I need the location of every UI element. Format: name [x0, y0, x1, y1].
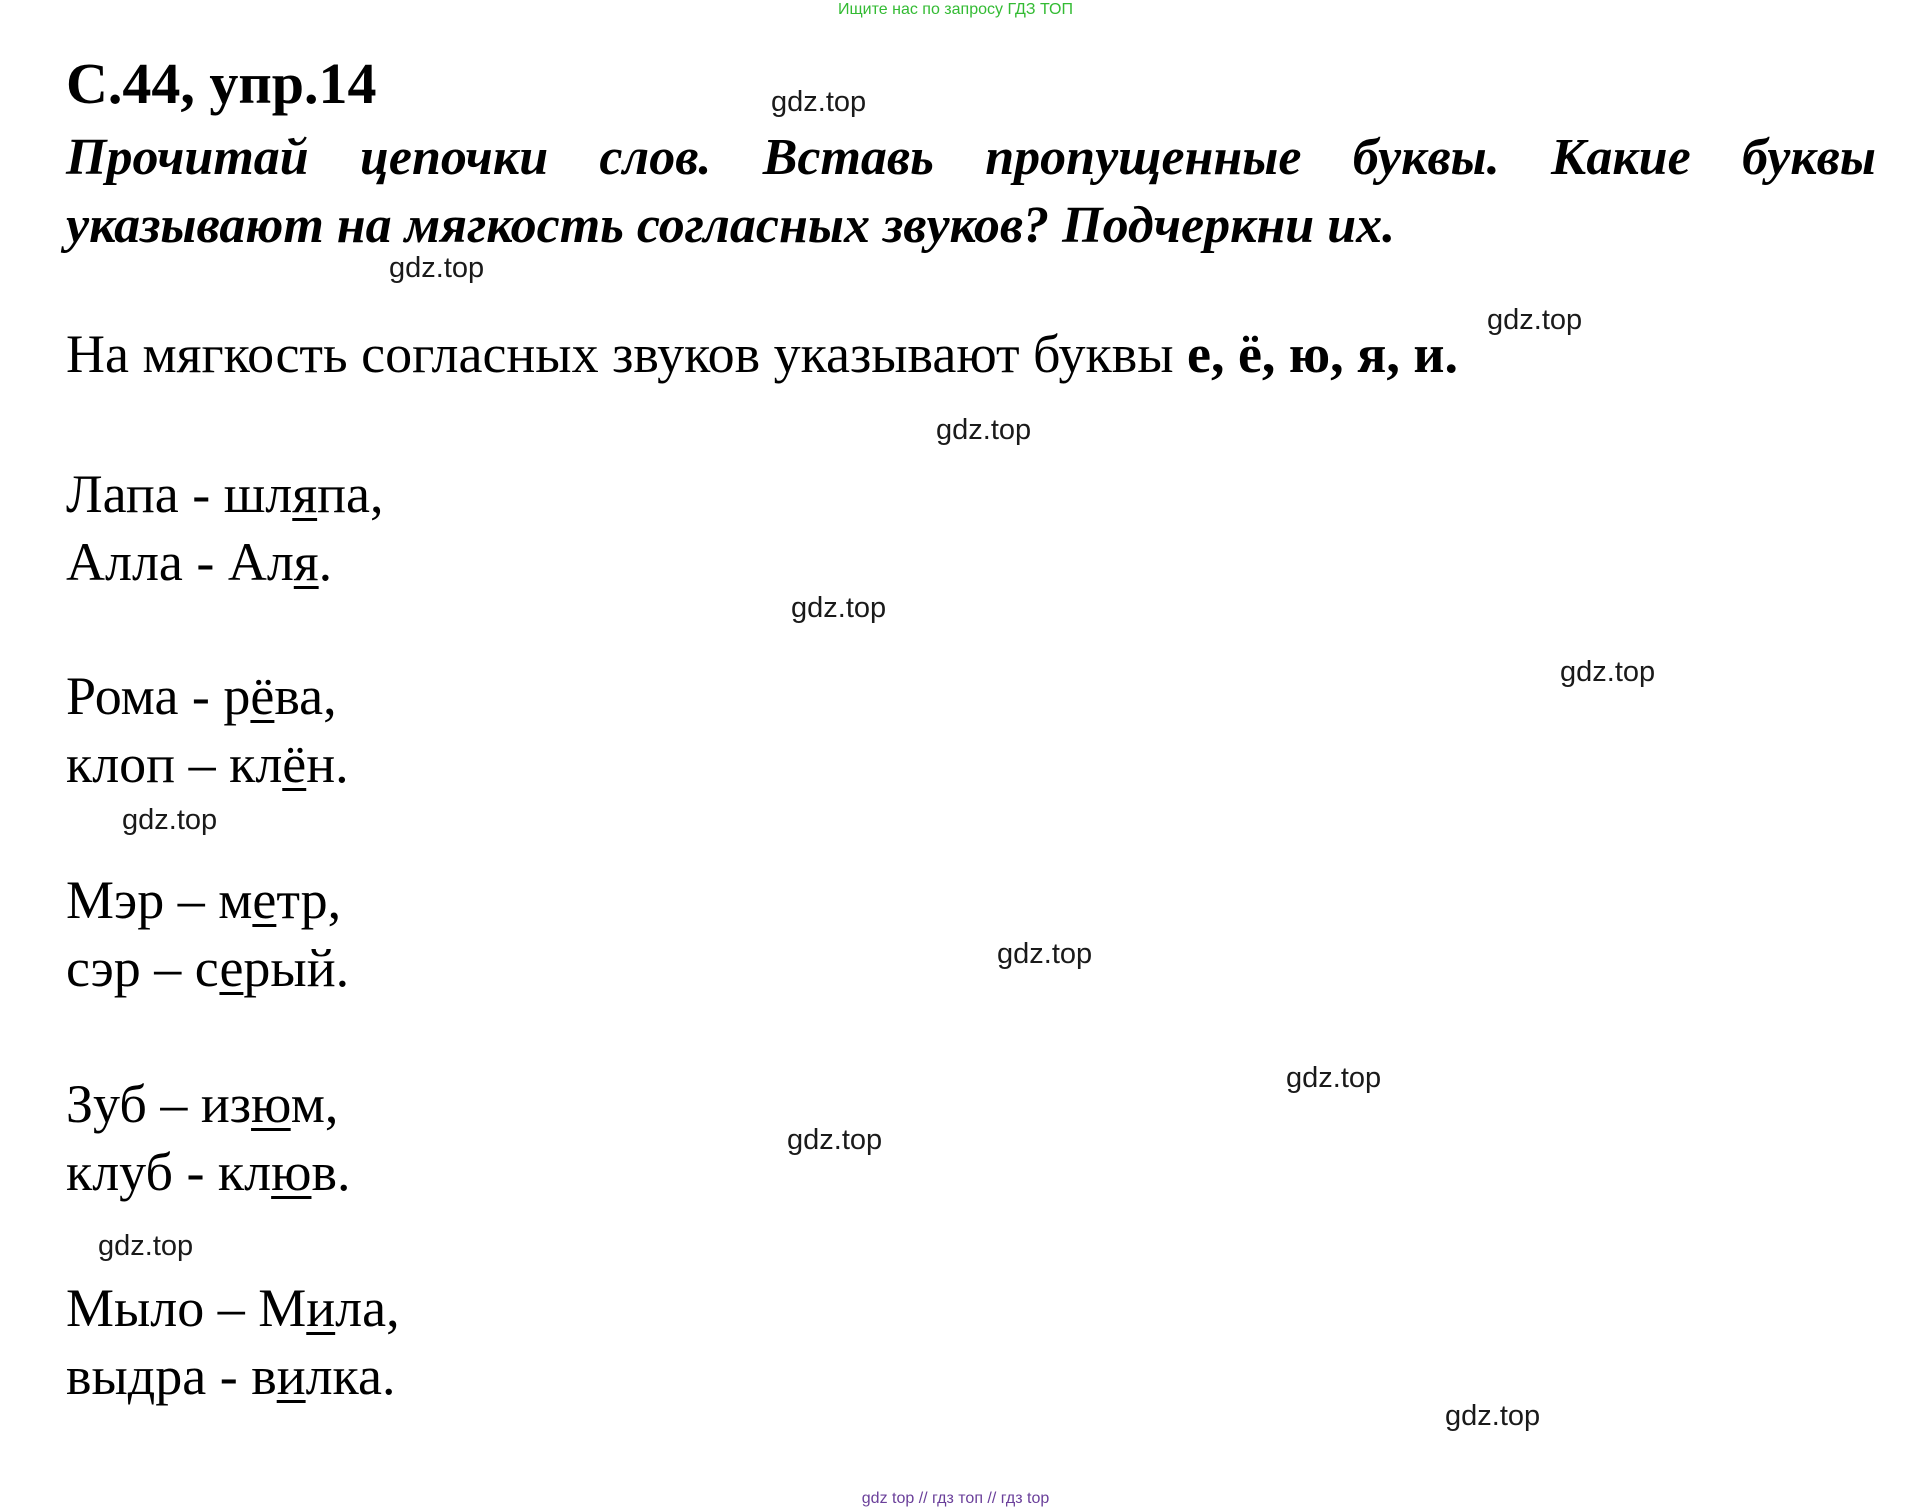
pair-after: рый.	[243, 938, 350, 998]
pair-after: м,	[290, 1074, 339, 1134]
pair-after: па,	[317, 464, 384, 524]
pair-after: ва,	[274, 666, 337, 726]
watermark: gdz.top	[1487, 304, 1583, 336]
pair-before: Рома - р	[66, 666, 251, 726]
pair-after: ла,	[335, 1278, 400, 1338]
word-pair-line	[66, 868, 341, 932]
pair-before: Алла - Ал	[66, 532, 294, 592]
word-pair-line	[66, 462, 383, 526]
answer-text: На мягкость согласных звуков указывают буквы	[66, 324, 1187, 384]
pair-before: Зуб – из	[66, 1074, 252, 1134]
word-pair-line	[66, 1344, 395, 1408]
word-pair-line	[66, 1276, 400, 1340]
underlined-letter: ё	[250, 666, 275, 726]
task-line-2: указывают на мягкость согласных звуков? Подчеркни их.	[66, 197, 1396, 254]
watermark: gdz.top	[389, 252, 485, 284]
page-title: С.44, упр.14	[66, 51, 377, 116]
pair-before: клуб - кл	[66, 1142, 272, 1202]
underlined-letter: ё	[282, 734, 307, 794]
footer-links: gdz top // гдз топ // гдз top	[861, 1490, 1050, 1507]
watermark: gdz.top	[771, 86, 867, 118]
pair-before: Мэр – м	[66, 870, 253, 930]
pair-after: н.	[306, 734, 349, 794]
word-pair-line	[66, 1140, 350, 1204]
word-pair-line	[66, 664, 337, 728]
underlined-letter: ю	[271, 1142, 312, 1202]
pair-after: .	[318, 532, 333, 592]
pair-before: сэр – с	[66, 938, 220, 998]
underlined-letter: я	[292, 464, 318, 524]
search-hint-banner: Ищите нас по запросу ГДЗ ТОП	[838, 1, 1073, 18]
task-statement	[66, 124, 1876, 260]
pair-after: тр,	[276, 870, 342, 930]
underlined-letter: и	[276, 1346, 306, 1406]
pair-before: клоп – кл	[66, 734, 283, 794]
underlined-letter: я	[293, 532, 319, 592]
underlined-letter: и	[306, 1278, 336, 1338]
word-pair-line	[66, 1072, 338, 1136]
word-pair-line	[66, 936, 349, 1000]
underlined-letter: е	[219, 938, 244, 998]
word-pair-line	[66, 530, 332, 594]
watermark: gdz.top	[122, 804, 218, 836]
underlined-letter: е	[252, 870, 277, 930]
answer-sentence	[66, 322, 1458, 386]
watermark: gdz.top	[1286, 1062, 1382, 1094]
word-pair-line	[66, 732, 349, 796]
watermark: gdz.top	[997, 938, 1093, 970]
pair-before: Лапа - шл	[66, 464, 293, 524]
pair-after: в.	[311, 1142, 351, 1202]
pair-after: лка.	[305, 1346, 396, 1406]
watermark: gdz.top	[791, 592, 887, 624]
task-line-1: Прочитай цепочки слов. Вставь пропущенные буквы. Какие буквы	[66, 129, 1876, 186]
watermark: gdz.top	[787, 1124, 883, 1156]
pair-before: выдра - в	[66, 1346, 277, 1406]
underlined-letter: ю	[251, 1074, 291, 1134]
watermark: gdz.top	[936, 414, 1032, 446]
pair-before: Мыло – М	[66, 1278, 307, 1338]
watermark: gdz.top	[1560, 656, 1656, 688]
watermark: gdz.top	[1445, 1400, 1541, 1432]
answer-letters: е, ё, ю, я, и.	[1186, 324, 1459, 384]
watermark: gdz.top	[98, 1230, 194, 1262]
